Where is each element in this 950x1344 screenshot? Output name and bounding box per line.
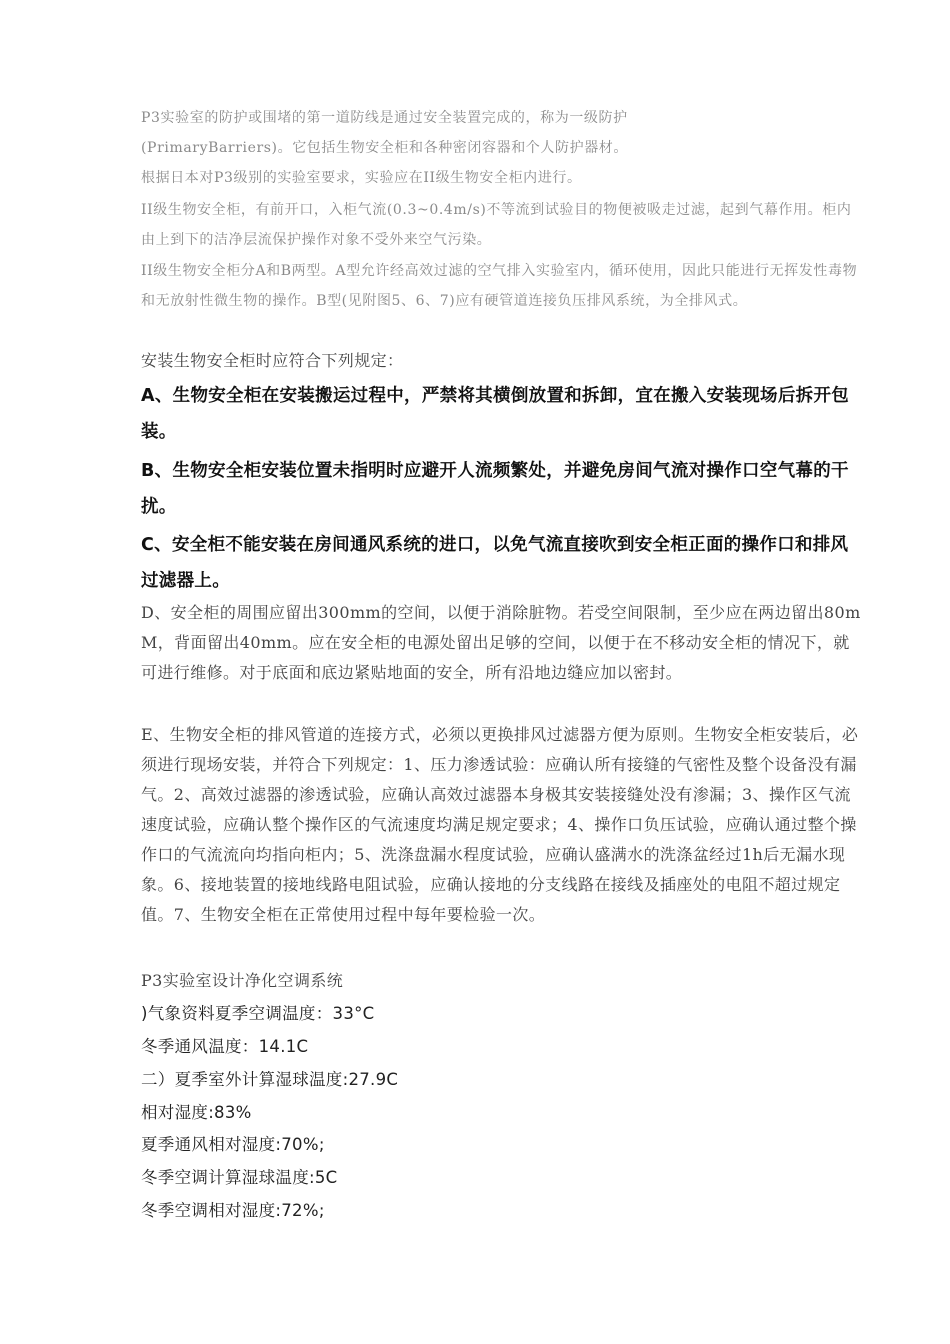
paragraph-primary-barrier-intro: P3实验室的防护或围堵的第一道防线是通过安全装置完成的，称为一级防护 [141,110,628,126]
paragraph-summer-wet-bulb: 二）夏季室外计算湿球温度:27.9C [141,1070,399,1089]
paragraph-winter-wet-bulb: 冬季空调计算湿球温度:5C [141,1168,338,1187]
paragraph-hvac-heading: P3实验室设计净化空调系统 [141,971,344,990]
paragraph-rule-c: C、安全柜不能安装在房间通风系统的进口，以免气流直接吹到安全柜正面的操作口和排风过滤器上。 [141,535,849,591]
paragraph-class2-cabinet: II级生物安全柜，有前开口，入柜气流(0.3~0.4m/s)不等流到试验目的物便被吸走过滤，起到气幕作用。柜内由上到下的洁净层流保护操作对象不受外来空气污染。 [141,202,852,248]
paragraph-winter-ac-humidity: 冬季空调相对湿度:72%; [141,1201,325,1220]
paragraph-primary-barriers: (PrimaryBarriers)。它包括生物安全柜和各种密闭容器和个人防护器材。 [141,140,628,156]
paragraph-rule-e: E、生物安全柜的排风管道的连接方式，必须以更换排风过滤器方便为原则。生物安全柜安装后，必须进行现场安装，并符合下列规定：1、压力渗透试验：应确认所有接缝的气密性及整个设备没有漏气。2、高效过滤器的渗透试验，应确认高效过滤器本身极其安装接缝处没有渗漏；3、操作区气流速度试验，应确认整个操作区的气流速度均满足规定要求；4、操作口负压试验，应确认通过整个操作口的气流流向均指向柜内；5、洗涤盘漏水程度试验，应确认盛满水的洗涤盆经过1h后无漏水现象。6、接地装置的接地线路电阻试验，应确认接地的分支线路在接线及插座处的电阻不超过规定值。7、生物安全柜在正常使用过程中每年要检验一次。 [141,725,859,924]
paragraph-rule-d: D、安全柜的周围应留出300mm的空间，以便于消除脏物。若受空间限制，至少应在两边留出80mM，背面留出40mm。应在安全柜的电源处留出足够的空间，以便于在不移动安全柜的情况下，就可进行维修。对于底面和底边紧贴地面的安全，所有沿地边缝应加以密封。 [141,603,861,682]
paragraph-rule-b: B、生物安全柜安装位置未指明时应避开人流频繁处，并避免房间气流对操作口空气幕的干扰。 [141,461,849,517]
paragraph-install-rules-heading: 安装生物安全柜时应符合下列规定： [141,351,404,370]
paragraph-summer-vent-humidity: 夏季通风相对湿度:70%; [141,1135,325,1154]
paragraph-japan-requirement: 根据日本对P3级别的实验室要求，实验应在II级生物安全柜内进行。 [141,170,582,186]
paragraph-class2-types: II级生物安全柜分A和B两型。A型允许经高效过滤的空气排入实验室内，循环使用，因此只能进行无挥发性毒物和无放射性微生物的操作。B型(见附图5、6、7)应有硬管道连接负压排风系统，为全排风式。 [141,263,858,309]
paragraph-summer-ac-temp: )气象资料夏季空调温度：33°C [141,1004,375,1023]
paragraph-winter-vent-temp: 冬季通风温度：14.1C [141,1037,309,1056]
paragraph-rule-a: A、生物安全柜在安装搬运过程中，严禁将其横倒放置和拆卸，宜在搬入安装现场后拆开包装。 [141,386,850,442]
paragraph-relative-humidity: 相对湿度:83% [141,1103,252,1122]
